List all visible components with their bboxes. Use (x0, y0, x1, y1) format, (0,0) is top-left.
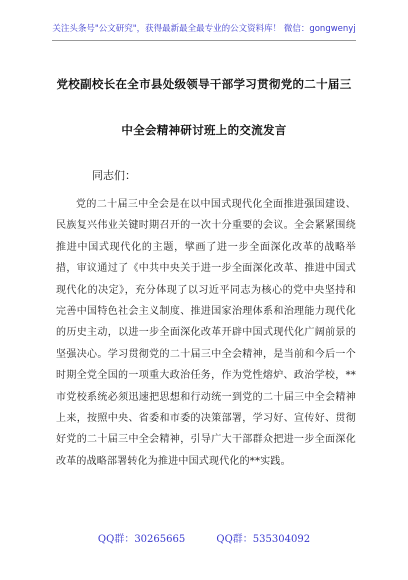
footer-contacts (0, 530, 408, 545)
header-notice: 关注头条号"公文研究"，获得最新最全最专业的公文资料库！ 微信：gongwenyj (52, 24, 356, 34)
footer-qq-group-1: QQ群：30265665 (97, 534, 186, 545)
body-paragraph: 党的二十届三中全会是在以中国式现代化全面推进强国建设、民族复兴伟业关键时期召开的一次十分重要的会议。全会紧紧围绕推进中国式现代化的主题，擘画了进一步全面深化改革的战略举措，审议通过了《中共中央关于进一步全面深化改革、推进中国式现代化的决定》，充分体现了以习近平同志为核心的党中央坚持和完善中国特色社会主义制度、推进国家治理体系和治理能力现代化的历史主动，以进一步全面深化改革开辟中国式现代化广阔前景的坚强决心。学习贯彻党的二十届三中全会精神，是当前和今后一个时期全党全国的一项重大政治任务，作为党性熔炉、政治学校，**市党校系统必须迅速把思想和行动统一到党的二十届三中全会精神上来，按照中央、省委和市委的决策部署，学习好、宣传好、贯彻好党的二十届三中全会精神，引导广大干部群众把进一步全面深化改革的战略部署转化为推进中国式现代化的**实践。 (56, 199, 356, 467)
document-title-line-2: 中全会精神研讨班上的交流发言 (121, 123, 287, 137)
header-divider (52, 40, 356, 41)
footer-qq-group-2: QQ群：535304092 (216, 534, 311, 545)
document-title-line-1: 党校副校长在全市县处级领导干部学习贯彻党的二十届三 (56, 77, 352, 91)
salutation: 同志们： (92, 169, 136, 182)
